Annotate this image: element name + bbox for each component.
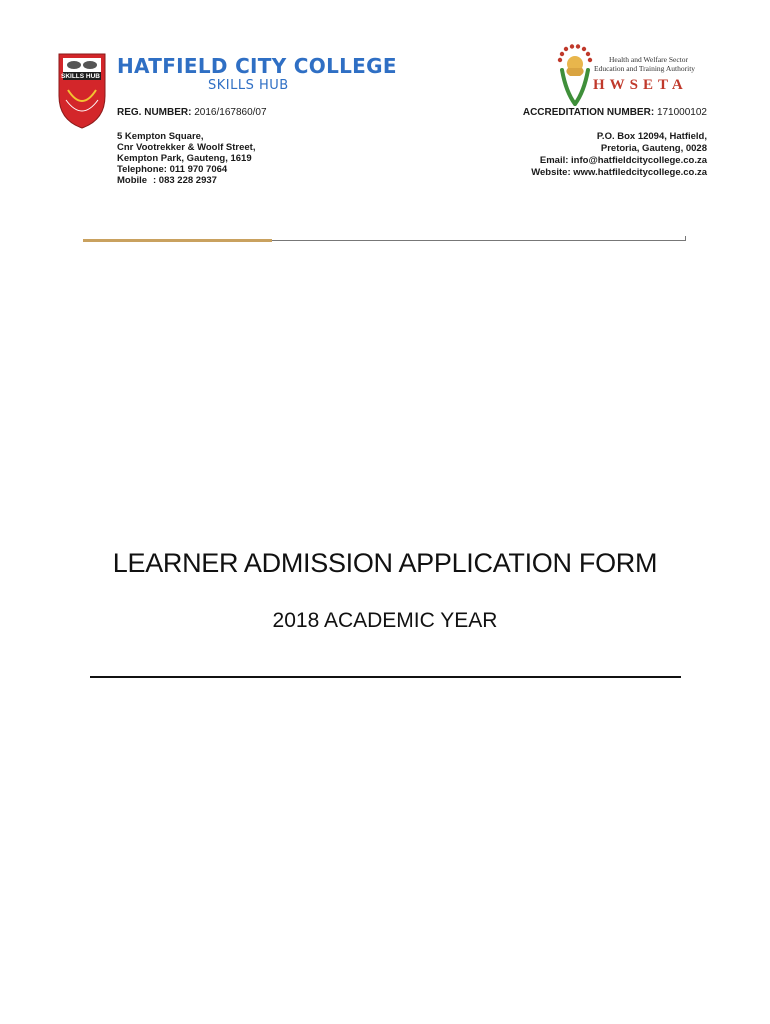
college-telephone: Telephone: 011 970 7064 — [117, 164, 228, 175]
header-divider-accent — [83, 239, 272, 242]
reg-value: 2016/167860/07 — [194, 107, 267, 118]
college-subtitle: SKILLS HUB — [208, 78, 289, 93]
contact-website: Website: www.hatfiledcitycollege.co.za — [531, 167, 707, 178]
accr-value: 171000102 — [656, 107, 707, 118]
seta-tagline-2: Education and Training Authority — [594, 64, 696, 73]
form-subtitle: 2018 ACADEMIC YEAR — [272, 609, 498, 632]
college-name: HATFIELD CITY COLLEGE — [117, 54, 397, 78]
registration-number — [117, 107, 267, 118]
accr-label: ACCREDITATION NUMBER: — [522, 107, 655, 118]
header-divider-end-tick — [685, 236, 686, 241]
contact-email: Email: info@hatfieldcitycollege.co.za — [539, 155, 707, 166]
form-title: LEARNER ADMISSION APPLICATION FORM — [112, 548, 658, 578]
college-address-line-1: 5 Kempton Square, — [117, 131, 204, 142]
crest-label: SKILLS HUB — [61, 73, 100, 80]
accreditation-number — [523, 107, 707, 118]
seta-tagline-1: Health and Welfare Sector — [609, 55, 689, 64]
college-mobile — [117, 175, 217, 186]
title-underline — [90, 676, 681, 678]
seta-address-line-1: P.O. Box 12094, Hatfield, — [596, 131, 707, 142]
seta-brand: HWSETA — [593, 77, 688, 93]
mobile-value: : 083 228 2937 — [153, 175, 217, 186]
college-address-line-2: Cnr Vootrekker & Woolf Street, — [117, 142, 256, 153]
seta-address-line-2: Pretoria, Gauteng, 0028 — [600, 143, 707, 154]
college-address-line-3: Kempton Park, Gauteng, 1619 — [117, 153, 252, 164]
reg-label: REG. NUMBER: — [117, 107, 192, 118]
mobile-label: Mobile — [117, 175, 148, 186]
hwseta-emblem-icon — [554, 44, 596, 106]
college-crest-logo — [56, 50, 108, 130]
